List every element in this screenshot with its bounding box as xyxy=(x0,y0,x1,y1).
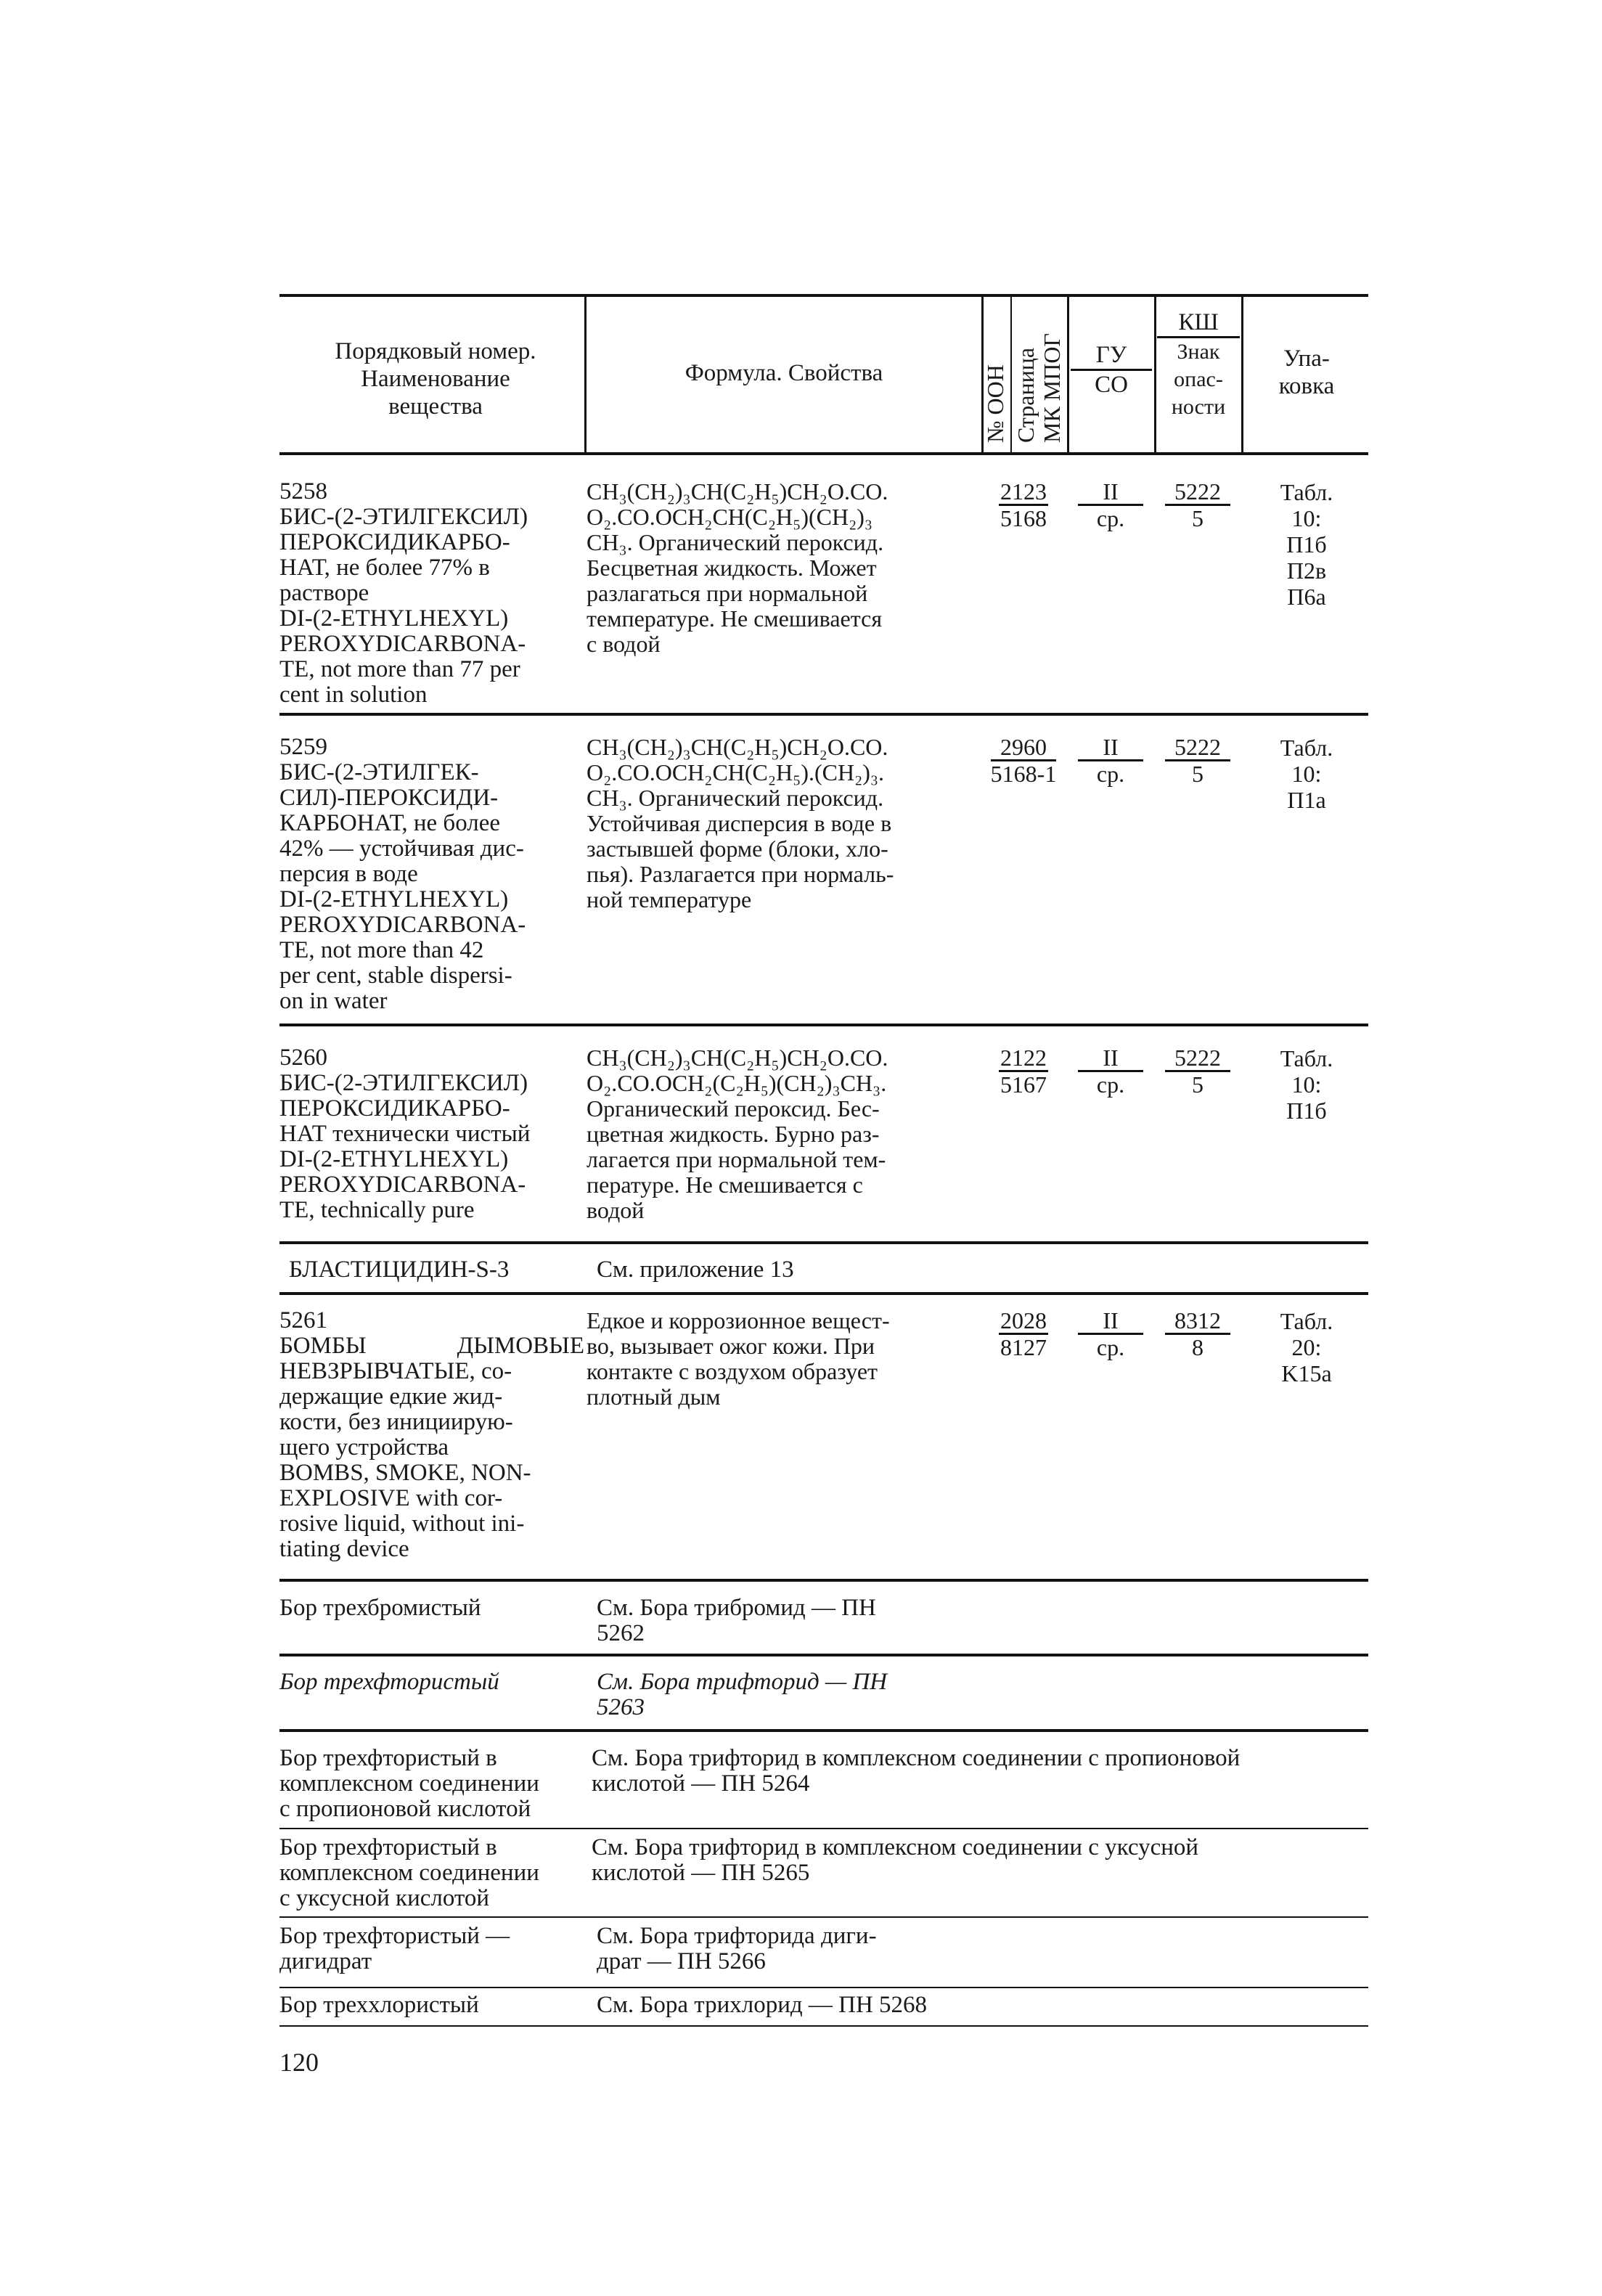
ref-name-line: комплексном соединении xyxy=(279,1770,539,1797)
entry-gu: II xyxy=(1078,1045,1143,1072)
entry-formula xyxy=(587,1045,982,1223)
header-formula-cell: Формула. Свойства xyxy=(684,360,883,386)
header-sign-line: опас- xyxy=(1174,367,1223,391)
entry-name-line: PEROXYDICARBONA- xyxy=(279,912,526,938)
entry-pack-line: Табл. xyxy=(1280,1045,1333,1071)
entry-pack-line: П1б xyxy=(1286,531,1327,557)
entry-name xyxy=(279,1308,584,1562)
entry-name-line: СИЛ)-ПЕРОКСИДИ- xyxy=(279,785,499,811)
entry-formula-line: O₂.CO.OCH₂(C₂H₅)(CH₂)₃CH₃. xyxy=(587,1070,887,1096)
entry-formula-line: Органический пероксид. Бес- xyxy=(587,1095,880,1122)
entry-name xyxy=(279,479,584,708)
entry-name-line: КАРБОНАТ, не более xyxy=(279,810,501,836)
entry-rule xyxy=(279,1241,1368,1244)
entry-formula-line: разлагаться при нормальной xyxy=(587,580,868,606)
ref-text-line: См. Бора трифторида диги- xyxy=(597,1923,877,1949)
ref-name xyxy=(279,1835,584,1911)
ref-text-line: кислотой — ПН 5265 xyxy=(592,1860,810,1886)
entry-formula xyxy=(587,735,982,912)
entry-co: ср. xyxy=(1096,761,1125,787)
entry-formula-line: пья). Разлагается при нормаль- xyxy=(587,861,894,887)
entry-un-page xyxy=(984,1308,1063,1360)
entry-pack xyxy=(1249,1045,1365,1124)
entry-name-line: TE, not more than 42 xyxy=(279,937,484,963)
entry-formula-line: пературе. Не смешивается с xyxy=(587,1172,863,1198)
ref-text-line: См. Бора трифторид — ПН xyxy=(597,1669,888,1695)
entry-name-line: НЕВЗРЫВЧАТЫЕ, со- xyxy=(279,1358,512,1384)
entry-name-line: ПЕРОКСИДИКАРБО- xyxy=(279,529,510,555)
ref-text-line: драт — ПН 5266 xyxy=(597,1948,766,1974)
entry-name-line: TE, not more than 77 per xyxy=(279,656,520,682)
entry-rule xyxy=(279,1828,1368,1829)
entry-name-line: rosive liquid, without ini- xyxy=(279,1511,525,1537)
entry-un: 2960 xyxy=(991,735,1057,761)
entry-name-line: tiating device xyxy=(279,1536,409,1562)
ref-name xyxy=(279,1596,584,1621)
entry-name-line: DI-(2-ETHYLHEXYL) xyxy=(279,605,509,632)
header-divider-4 xyxy=(1067,295,1069,454)
entry-co: ср. xyxy=(1096,505,1125,531)
ref-name xyxy=(279,1924,584,1974)
entry-name-line: PEROXYDICARBONA- xyxy=(279,631,526,657)
entry-name-line: 5258 xyxy=(279,478,327,504)
ref-text-line: 5262 xyxy=(597,1620,645,1646)
header-un-cell: № ООН xyxy=(982,364,1008,443)
entry-rule xyxy=(279,1579,1368,1582)
entry-name-line: БИС-(2-ЭТИЛГЕКСИЛ) xyxy=(279,504,528,530)
header-sign-line: Знак xyxy=(1177,340,1220,364)
header-pack-line: Упа- xyxy=(1283,346,1330,372)
entry-sign: 5 xyxy=(1192,761,1203,787)
entry-gu: II xyxy=(1078,1308,1143,1335)
entry-formula-line: температуре. Не смешивается xyxy=(587,605,883,632)
entry-name-line: растворе xyxy=(279,580,369,606)
entry-sign: 5 xyxy=(1192,1071,1203,1098)
page-number: 120 xyxy=(279,2048,319,2077)
header-divider-1 xyxy=(584,295,587,454)
entry-co: ср. xyxy=(1096,1334,1125,1360)
entry-name-line: BOMBS, SMOKE, NON- xyxy=(279,1460,531,1486)
entry-name-line: 5260 xyxy=(279,1045,327,1071)
header-pack-line: ковка xyxy=(1278,373,1335,399)
entry-formula-line: плотный дым xyxy=(587,1384,721,1410)
entry-formula-line: O₂.CO.OCH₂CH(C₂H₅).(CH₂)₃. xyxy=(587,759,885,785)
entry-formula-line: ной температуре xyxy=(587,886,752,912)
entry-formula-line: во, вызывает ожог кожи. При xyxy=(587,1333,875,1359)
header-gu: ГУ xyxy=(1071,341,1152,371)
entry-name xyxy=(279,735,584,1014)
entry-ksh: 5222 xyxy=(1165,479,1230,506)
ref-name-line: Бор трехфтористый — xyxy=(279,1923,510,1949)
header-ksh: КШ xyxy=(1157,309,1240,338)
entry-gu-co xyxy=(1071,735,1151,786)
entry-pack-line: П1б xyxy=(1286,1098,1327,1124)
entry-gu-co xyxy=(1071,1045,1151,1097)
header-name-line: вещества xyxy=(388,393,483,420)
ref-text: См. приложение 13 xyxy=(597,1257,794,1283)
header-page-cell-2: МК МПОГ xyxy=(1039,333,1065,443)
entry-name-line: БИС-(2-ЭТИЛГЕКСИЛ) xyxy=(279,1070,528,1096)
entry-name-line: PEROXYDICARBONA- xyxy=(279,1172,526,1198)
entry-pack-line: П1а xyxy=(1287,787,1326,813)
ref-name-line: Бор трехбромистый xyxy=(279,1595,481,1621)
entry-pack-line: 10: xyxy=(1291,1071,1322,1098)
entry-formula-line: лагается при нормальной тем- xyxy=(587,1146,886,1172)
entry-rule xyxy=(279,1654,1368,1656)
entry-rule xyxy=(279,1987,1368,1988)
entry-rule xyxy=(279,713,1368,716)
entry-sign: 5 xyxy=(1192,505,1203,531)
entry-name-line: TE, technically pure xyxy=(279,1197,475,1223)
entry-name-line: 42% — устойчивая дис- xyxy=(279,836,524,862)
entry-formula-line: контакте с воздухом образует xyxy=(587,1358,878,1384)
entry-name-line: on in water xyxy=(279,988,388,1014)
entry-rule xyxy=(279,1729,1368,1732)
entry-ksh: 8312 xyxy=(1165,1308,1230,1335)
entry-ksh: 5222 xyxy=(1165,735,1230,761)
ref-name xyxy=(279,1670,584,1695)
entry-name-line: держащие едкие жид- xyxy=(279,1384,503,1410)
header-page-cell-1: Страница xyxy=(1013,347,1039,443)
entry-un: 2122 xyxy=(1000,1045,1047,1071)
entry-name-line: кости, без инициирую- xyxy=(279,1409,513,1435)
entry-co: ср. xyxy=(1096,1071,1125,1098)
entry-pack xyxy=(1249,479,1365,610)
entry-name-line: ПЕРОКСИДИКАРБО- xyxy=(279,1095,510,1122)
header-name-line: Наименование xyxy=(361,366,510,392)
entry-rule xyxy=(279,1024,1368,1026)
entry-rule xyxy=(279,1916,1368,1918)
header-divider-6 xyxy=(1241,295,1243,454)
header-bottom-rule xyxy=(279,452,1368,455)
entry-formula xyxy=(587,1308,982,1410)
entry-formula-line: Бесцветная жидкость. Может xyxy=(587,555,877,581)
entry-name-line: НАТ технически чистый xyxy=(279,1121,531,1147)
ref-name-line: Бор трехфтористый в xyxy=(279,1834,497,1860)
entry-page: 5168-1 xyxy=(990,761,1057,787)
entry-name-line: cent in solution xyxy=(279,682,428,708)
entry-ksh-sign xyxy=(1158,735,1238,786)
ref-name: БЛАСТИЦИДИН-S-3 xyxy=(289,1257,510,1283)
header-top-rule xyxy=(279,294,1368,297)
entry-pack-line: 20: xyxy=(1291,1334,1322,1360)
entry-formula-line: цветная жидкость. Бурно раз- xyxy=(587,1121,880,1147)
ref-text xyxy=(592,1835,1376,1886)
entry-formula xyxy=(587,479,982,657)
ref-text-line: 5263 xyxy=(597,1694,645,1720)
entry-un: 2123 xyxy=(1000,478,1047,504)
entry-ksh: 5222 xyxy=(1165,1045,1230,1072)
ref-text-line: См. Бора трифторид в комплексном соединении с пропионовой xyxy=(592,1745,1241,1771)
ref-text xyxy=(597,1670,989,1720)
entry-sign: 8 xyxy=(1192,1334,1203,1360)
ref-text xyxy=(597,1596,989,1646)
ref-name-line: Бор трехфтористый xyxy=(279,1669,499,1695)
ref-text xyxy=(597,1924,989,1974)
entry-name-line: БИС-(2-ЭТИЛГЕК- xyxy=(279,759,479,785)
entry-gu: II xyxy=(1078,479,1143,506)
entry-name-line: 5259 xyxy=(279,734,327,760)
ref-text-line: См. Бора трихлорид — ПН 5268 xyxy=(597,1992,928,2018)
entry-pack-line: П2в xyxy=(1286,557,1327,584)
entry-ksh-sign xyxy=(1158,1045,1238,1097)
entry-un-page xyxy=(984,479,1063,531)
header-ksh-cell xyxy=(1157,309,1240,421)
entry-page: 5168 xyxy=(1000,505,1047,531)
entry-pack-line: Табл. xyxy=(1280,1308,1333,1334)
entry-pack-line: 10: xyxy=(1291,761,1322,787)
ref-name-line: с уксусной кислотой xyxy=(279,1885,490,1911)
entry-name-line: per cent, stable dispersi- xyxy=(279,963,512,989)
entry-pack-line: П6а xyxy=(1287,584,1326,610)
ref-text xyxy=(597,1993,1105,2018)
entry-rule xyxy=(279,1292,1368,1295)
entry-formula-line: CH₃. Органический пероксид. xyxy=(587,529,884,555)
entry-formula-line: CH₃(CH₂)₃CH(C₂H₅)CH₂O.CO. xyxy=(587,1045,888,1071)
header-divider-3 xyxy=(1010,295,1012,454)
ref-name xyxy=(279,1746,584,1822)
header-pack-cell xyxy=(1245,345,1368,400)
entry-pack xyxy=(1249,1308,1365,1386)
entry-page: 8127 xyxy=(1000,1334,1047,1360)
entry-page: 5167 xyxy=(1000,1071,1047,1098)
entry-rule xyxy=(279,2025,1368,2027)
entry-formula-line: Устойчивая дисперсия в воде в xyxy=(587,810,892,836)
entry-name-line: БОМБЫ ДЫМОВЫЕ xyxy=(279,1333,584,1359)
ref-name-line: дигидрат xyxy=(279,1948,372,1974)
entry-gu-co xyxy=(1071,479,1151,531)
entry-formula-line: CH₃(CH₂)₃CH(C₂H₅)CH₂O.CO. xyxy=(587,478,888,504)
entry-pack-line: Табл. xyxy=(1280,479,1333,505)
entry-pack-line: 10: xyxy=(1291,505,1322,531)
entry-name-line: DI-(2-ETHYLHEXYL) xyxy=(279,1146,509,1172)
entry-un-page xyxy=(984,735,1063,786)
ref-text-line: кислотой — ПН 5264 xyxy=(592,1770,810,1797)
entry-name-line: персия в воде xyxy=(279,861,418,887)
entry-formula-line: Едкое и коррозионное вещест- xyxy=(587,1307,890,1333)
entry-gu-co xyxy=(1071,1308,1151,1360)
entry-formula-line: CH₃. Органический пероксид. xyxy=(587,785,884,811)
entry-name-line: EXPLOSIVE with cor- xyxy=(279,1485,503,1511)
header-sign-line: ности xyxy=(1171,395,1226,419)
entry-pack-line: K15а xyxy=(1281,1360,1332,1386)
header-name-line: Порядковый номер. xyxy=(335,338,536,364)
entry-formula-line: застывшей форме (блоки, хло- xyxy=(587,836,888,862)
ref-text-line: См. Бора трифторид в комплексном соединении с уксусной xyxy=(592,1834,1199,1860)
entry-ksh-sign xyxy=(1158,479,1238,531)
header-co: СО xyxy=(1095,372,1128,398)
entry-name-line: щего устройства xyxy=(279,1434,449,1460)
entry-un: 2028 xyxy=(1000,1307,1047,1333)
entry-name-line: DI-(2-ETHYLHEXYL) xyxy=(279,886,509,912)
ref-name-line: Бор трехфтористый в xyxy=(279,1745,497,1771)
ref-text xyxy=(592,1746,1376,1797)
entry-formula-line: O₂.CO.OCH₂CH(C₂H₅)(CH₂)₃ xyxy=(587,504,873,530)
entry-name-line: НАТ, не более 77% в xyxy=(279,555,490,581)
entry-name xyxy=(279,1045,584,1223)
entry-un-page xyxy=(984,1045,1063,1097)
entry-formula-line: водой xyxy=(587,1197,645,1223)
entry-pack-line: Табл. xyxy=(1280,735,1333,761)
entry-formula-line: с водой xyxy=(587,631,661,657)
ref-name-line: с пропионовой кислотой xyxy=(279,1796,531,1822)
entry-gu: II xyxy=(1078,735,1143,761)
ref-name-line: комплексном соединении xyxy=(279,1860,539,1886)
header-divider-5 xyxy=(1154,295,1156,454)
entry-formula-line: CH₃(CH₂)₃CH(C₂H₅)CH₂O.CO. xyxy=(587,734,888,760)
header-gu-cell xyxy=(1071,341,1152,399)
ref-text-line: См. Бора трибромид — ПН xyxy=(597,1595,876,1621)
entry-name-line: 5261 xyxy=(279,1307,327,1333)
header-name-cell xyxy=(287,338,584,420)
entry-pack xyxy=(1249,735,1365,813)
ref-name xyxy=(279,1993,584,2018)
entry-ksh-sign xyxy=(1158,1308,1238,1360)
ref-name-line: Бор треххлористый xyxy=(279,1992,479,2018)
